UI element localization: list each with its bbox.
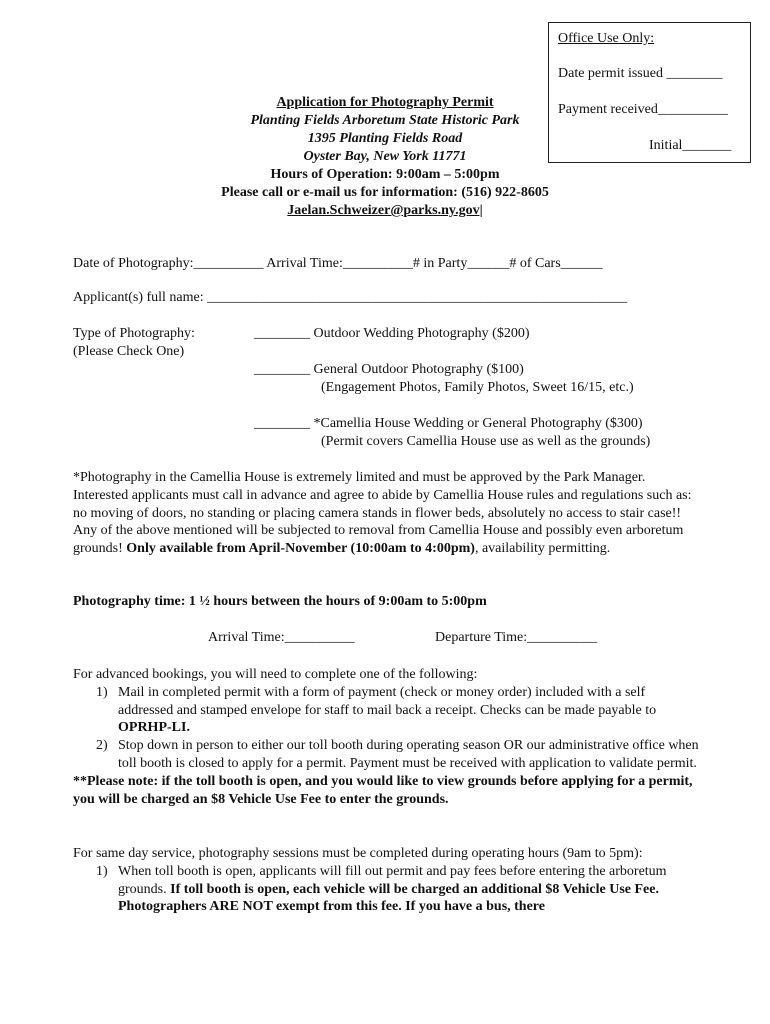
park-name: Planting Fields Arboretum State Historic Park — [250, 113, 520, 128]
initial-field: Initial_______ — [649, 138, 732, 153]
option-general-outdoor-note: (Engagement Photos, Family Photos, Sweet 16/15, etc.) — [321, 380, 634, 395]
document-title: Application for Photography Permit — [276, 95, 494, 110]
contact-email[interactable]: Jaelan.Schweizer@parks.ny.gov| — [287, 203, 483, 218]
list-item — [73, 737, 703, 773]
option-camellia-house[interactable]: ________ *Camellia House Wedding or General Photography ($300) — [254, 416, 643, 431]
option-camellia-house-note: (Permit covers Camellia House use as well as the grounds) — [321, 434, 651, 449]
camellia-tail: , availability permitting. — [474, 541, 611, 557]
vehicle-fee-note: **Please note: if the toll booth is open, and you would like to view grounds before applying for a permit, you will be charged an $8 Vehicle Use Fee to enter the grounds. — [73, 773, 693, 807]
document-header — [120, 94, 650, 220]
hours-of-operation: Hours of Operation: 9:00am – 5:00pm — [270, 167, 500, 182]
arrival-time-field[interactable]: Arrival Time:__________ — [208, 630, 355, 645]
list-text: Mail in completed permit with a form of payment (check or money order) included with a self addressed and stamped envelope for staff to mail back a receipt. Checks can be made payable to — [118, 684, 657, 718]
advanced-bookings-section — [73, 666, 703, 808]
date-permit-issued: Date permit issued ________ — [558, 66, 723, 81]
camellia-house-paragraph — [73, 469, 701, 558]
applicant-name-line[interactable]: Applicant(s) full name: ____________________________________________________________ — [73, 290, 628, 305]
payment-received: Payment received__________ — [558, 102, 728, 117]
same-day-section — [73, 845, 701, 916]
list-bold: OPRHP-LI. — [118, 720, 190, 736]
contact-line: Please call or e-mail us for information: (516) 922-8605 — [221, 185, 549, 200]
camellia-availability: Only available from April-November (10:00am to 4:00pm) — [126, 541, 475, 557]
list-item — [73, 684, 703, 737]
type-of-photography-sub: (Please Check One) — [73, 344, 185, 359]
park-address: 1395 Planting Fields Road — [307, 131, 463, 146]
park-city: Oyster Bay, New York 11771 — [303, 149, 467, 164]
type-of-photography-label: Type of Photography: — [73, 326, 195, 341]
office-use-title: Office Use Only: — [558, 31, 655, 46]
photography-time-heading: Photography time: 1 ½ hours between the hours of 9:00am to 5:00pm — [73, 594, 487, 609]
advanced-bookings-intro: For advanced bookings, you will need to complete one of the following: — [73, 667, 478, 682]
list-number: 1) — [96, 863, 108, 879]
date-of-photography-line[interactable]: Date of Photography:__________ Arrival Time:__________# in Party______# of Cars______ — [73, 256, 603, 271]
option-general-outdoor[interactable]: ________ General Outdoor Photography ($100) — [254, 362, 524, 377]
list-text: When toll booth is open, applicants will fill out permit and pay fees before entering the arboretum grounds. — [118, 863, 667, 897]
list-text: Stop down in person to either our toll booth during operating season OR our administrative office when toll booth is closed to apply for a permit. Payment must be received with application to validate permit. — [118, 738, 699, 771]
list-bold: If toll booth is open, each vehicle will be charged an additional $8 Vehicle Use Fee. Photographers ARE NOT exempt from this fee. If you have a bus, there — [118, 881, 659, 915]
list-item — [73, 863, 701, 916]
same-day-intro: For same day service, photography sessions must be completed during operating hours (9am to 5pm): — [73, 846, 643, 861]
option-outdoor-wedding[interactable]: ________ Outdoor Wedding Photography ($200) — [254, 326, 530, 341]
list-number: 2) — [96, 738, 108, 754]
departure-time-field[interactable]: Departure Time:__________ — [435, 630, 598, 645]
list-number: 1) — [96, 684, 108, 700]
camellia-text: *Photography in the Camellia House is extremely limited and must be approved by the Park Manager. Interested applicants must call in advance and agree to abide by Camellia House rules and regulations such as: no moving of doors, no standing or placing camera stands in flower beds, absolutely no access to stair case!! Any of the above mentioned will be subjected to removal from Camellia House and possibly even arboretum grounds! — [73, 470, 692, 557]
